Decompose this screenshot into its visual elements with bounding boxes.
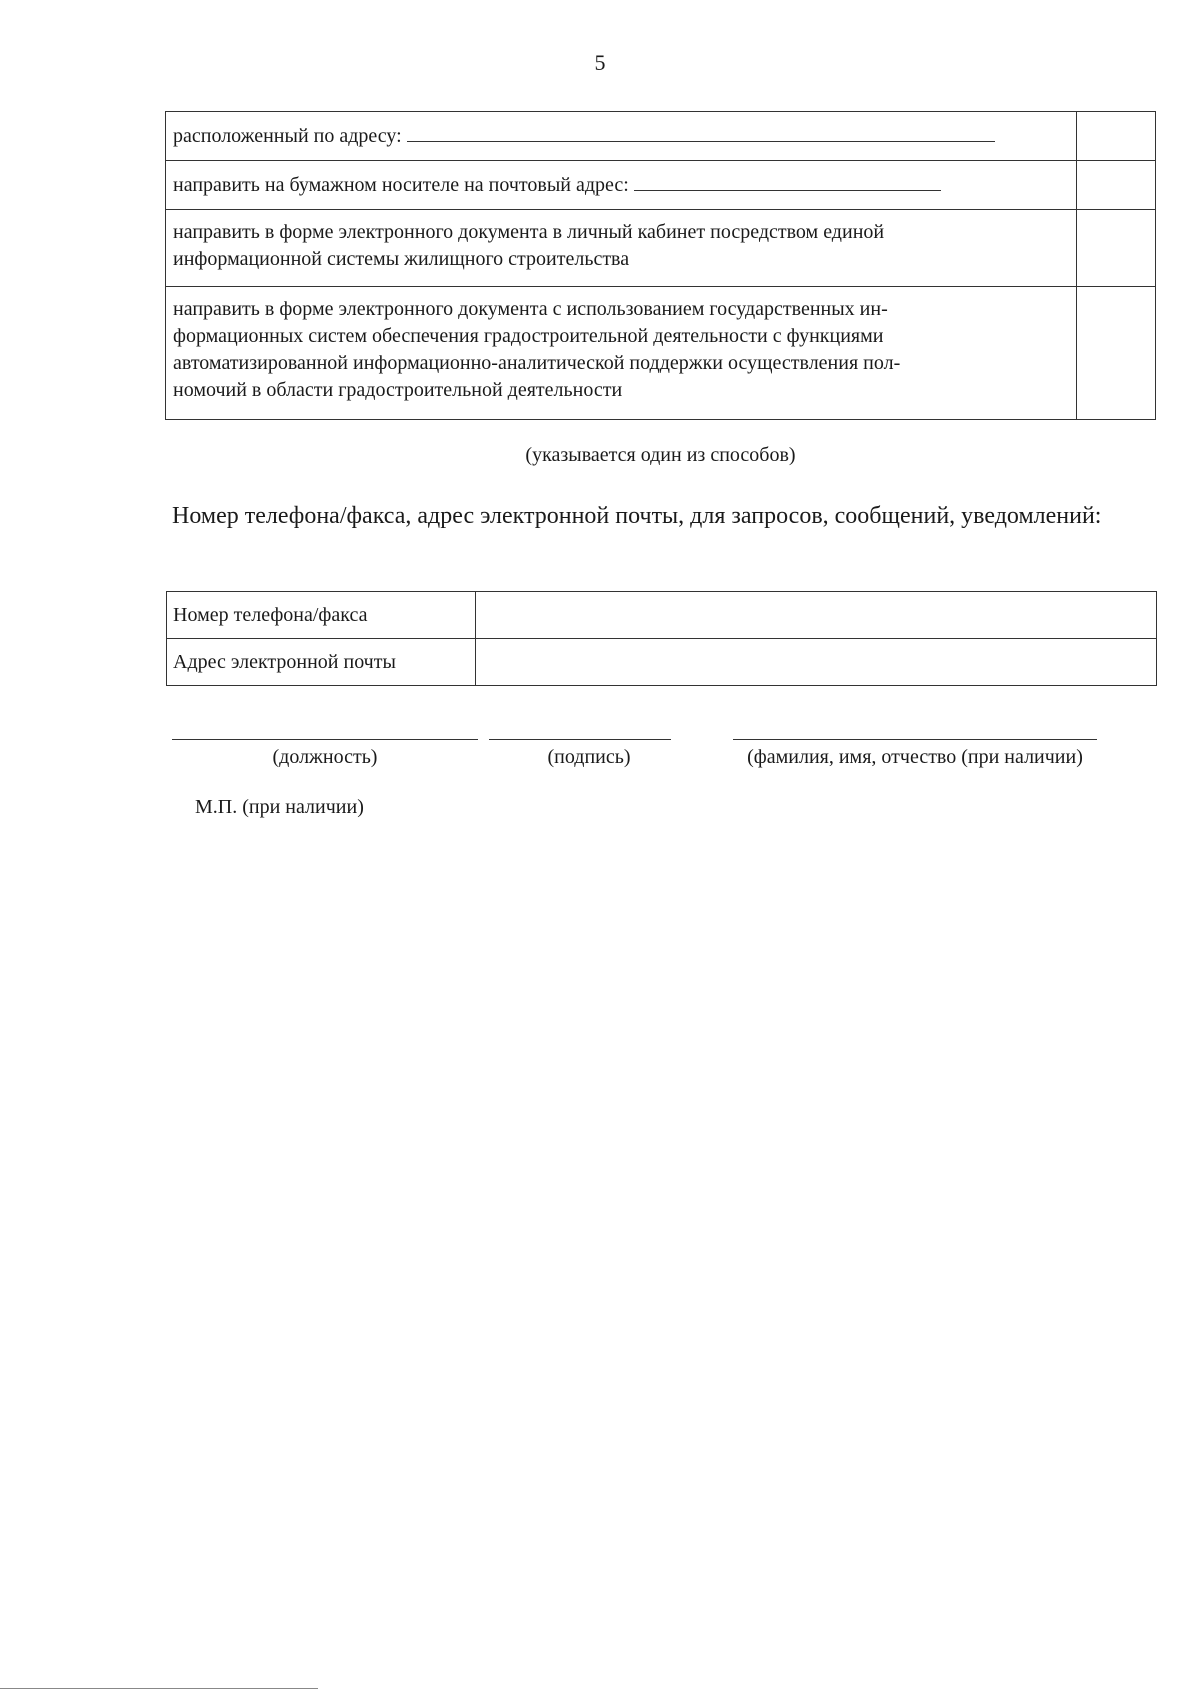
delivery-option-line: автоматизированной информационно-аналитической поддержки осуществления пол- [173,352,901,374]
delivery-option-checkbox[interactable] [1077,112,1156,161]
contact-row [167,592,1157,639]
full-name-line[interactable] [733,739,1097,740]
delivery-option-cell [166,112,1077,161]
delivery-note: (указывается один из способов) [525,444,796,466]
delivery-option-cell [166,287,1077,420]
phone-fax-label: Номер телефона/факса [167,592,476,639]
address-blank-line[interactable] [407,121,995,142]
delivery-option-row [166,210,1156,287]
contacts-heading: Номер телефона/факса, адрес электронной почты, для запросов, сообщений, уведомлений: [172,503,1102,529]
delivery-option-label: направить на бумажном носителе на почтовый адрес: [173,174,629,196]
bottom-divider [0,1688,318,1689]
signature-line[interactable] [489,739,671,740]
page-number: 5 [594,50,606,75]
email-label: Адрес электронной почты [167,639,476,686]
delivery-option-label: расположенный по адресу: [173,125,402,147]
signature-caption: (подпись) [547,746,631,768]
position-caption: (должность) [272,746,378,768]
postal-address-blank-line[interactable] [634,170,941,191]
full-name-caption: (фамилия, имя, отчество (при наличии) [747,746,1083,768]
delivery-method-table [165,111,1156,420]
email-field[interactable] [476,639,1157,686]
delivery-option-checkbox[interactable] [1077,287,1156,420]
delivery-option-line: номочий в области градостроительной деятельности [173,379,623,401]
delivery-option-line: направить в форме электронного документа с использованием государственных ин- [173,298,888,320]
delivery-option-cell [166,161,1077,210]
position-line[interactable] [172,739,478,740]
delivery-option-line: информационной системы жилищного строительства [173,248,630,270]
phone-fax-field[interactable] [476,592,1157,639]
delivery-option-row [166,287,1156,420]
delivery-option-checkbox[interactable] [1077,210,1156,287]
delivery-option-row [166,112,1156,161]
contacts-table [166,591,1157,686]
delivery-option-row [166,161,1156,210]
delivery-option-checkbox[interactable] [1077,161,1156,210]
contact-row [167,639,1157,686]
delivery-option-cell [166,210,1077,287]
stamp-placeholder: М.П. (при наличии) [195,796,364,818]
delivery-option-line: формационных систем обеспечения градостроительной деятельности с функциями [173,325,884,347]
delivery-option-line: направить в форме электронного документа в личный кабинет посредством единой [173,221,885,243]
